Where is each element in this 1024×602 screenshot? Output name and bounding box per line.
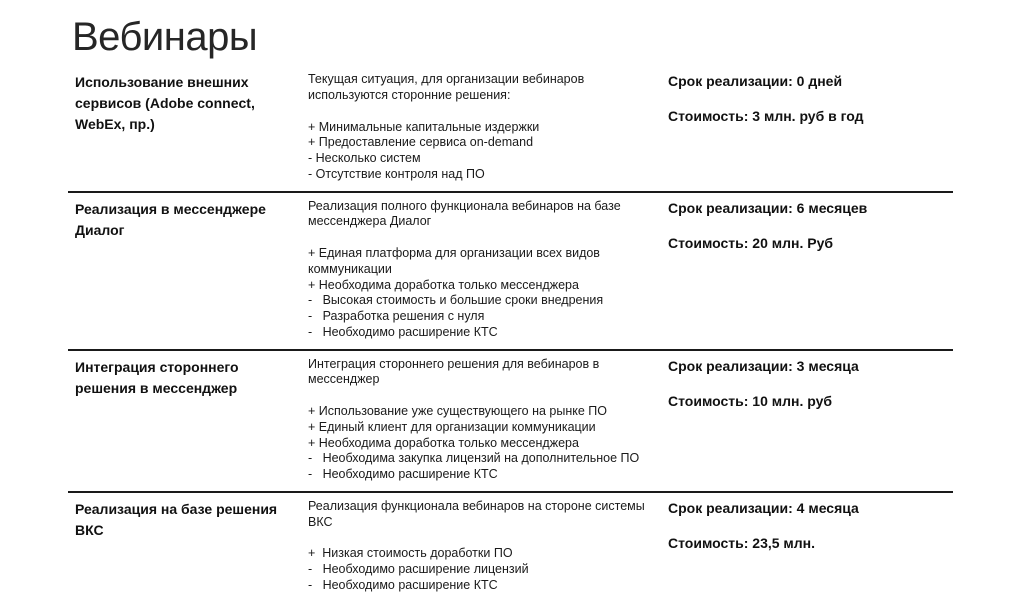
point-item: + Предоставление сервиса on-demand: [308, 135, 534, 150]
point-item: + Минимальные капитальные издержки: [308, 119, 540, 134]
description-intro: Реализация функционала вебинаров на стороне системы ВКС: [308, 498, 649, 529]
option-description: [300, 493, 660, 602]
cost-value: Стоимость: 20 млн. Руб: [668, 234, 833, 251]
point-item: - Необходимо расширение КТС: [308, 324, 498, 339]
option-title: Интеграция стороннего решения в мессенджер: [75, 358, 239, 396]
option-title: Реализация на базе решения ВКС: [75, 500, 278, 538]
page-title: Вебинары: [72, 15, 258, 59]
option-meta: [660, 66, 953, 191]
description-points: [308, 404, 654, 483]
point-item: + Единый клиент для организации коммуникации: [308, 419, 596, 434]
cost-value: Стоимость: 23,5 млн.: [668, 534, 816, 551]
option-title: Использование внешних сервисов (Adobe connect, WebEx, пр.): [75, 74, 255, 132]
option-meta: [660, 493, 953, 602]
point-item: - Разработка решения с нуля: [308, 309, 485, 323]
point-item: - Необходимо расширение лицензий: [308, 562, 529, 576]
description-intro: Интеграция стороннего решения для вебинаров в мессенджер: [308, 356, 603, 387]
point-item: - Высокая стоимость и большие сроки внедрения: [308, 293, 604, 308]
point-item: + Низкая стоимость доработки ПО: [308, 546, 513, 561]
timeline-value: Срок реализации: 6 месяцев: [668, 199, 868, 216]
cost-value: Стоимость: 3 млн. руб в год: [668, 108, 864, 125]
point-item: + Необходима доработка только мессенджера: [308, 277, 579, 292]
point-item: + Единая платформа для организации всех видов коммуникации: [308, 246, 604, 276]
option-title: Реализация в мессенджере Диалог: [75, 200, 266, 238]
point-item: - Необходима закупка лицензий на дополнительное ПО: [308, 451, 640, 466]
option-description: [300, 66, 660, 191]
cost-value: Стоимость: 10 млн. руб: [668, 392, 833, 409]
point-item: - Необходимо расширение КТС: [308, 577, 498, 592]
option-meta: [660, 351, 953, 491]
timeline-value: Срок реализации: 3 месяца: [668, 357, 859, 374]
description-points: [308, 246, 654, 341]
point-item: + Использование уже существующего на рынке ПО: [308, 404, 608, 418]
description-points: [308, 120, 654, 183]
table-row: [68, 351, 953, 493]
point-item: + Необходима доработка только мессенджера: [308, 435, 579, 450]
table-row: [68, 66, 953, 193]
option-description: [300, 351, 660, 491]
table-row: [68, 193, 953, 351]
option-meta: [660, 193, 953, 349]
timeline-value: Срок реализации: 4 месяца: [668, 499, 859, 516]
options-table: [68, 66, 953, 602]
description-intro: Реализация полного функционала вебинаров на базе мессенджера Диалог: [308, 198, 625, 229]
point-item: - Необходимо расширение КТС: [308, 467, 498, 481]
point-item: - Несколько систем: [308, 151, 421, 165]
option-description: [300, 193, 660, 349]
timeline-value: Срок реализации: 0 дней: [668, 73, 843, 89]
point-item: - Отсутствие контроля над ПО: [308, 166, 485, 181]
description-intro: Текущая ситуация, для организации вебинаров используются сторонние решения:: [308, 72, 588, 102]
description-points: [308, 546, 654, 593]
table-row: [68, 493, 953, 602]
